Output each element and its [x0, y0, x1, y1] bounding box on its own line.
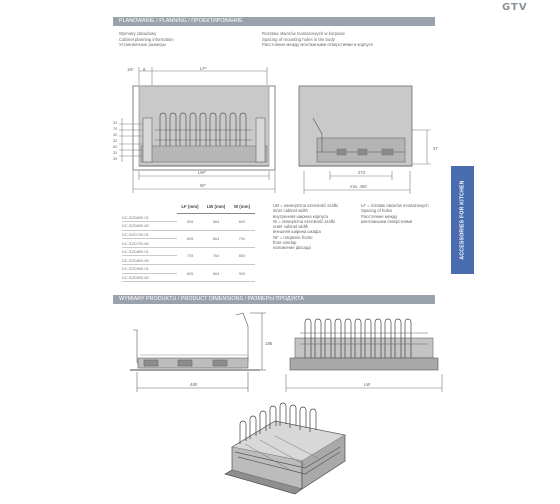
product-code: DC-SZD800-01 [122, 247, 177, 256]
w-value: 900 [229, 265, 255, 282]
dim-label: W* [200, 183, 206, 188]
w-value: 800 [229, 247, 255, 264]
product-code: DC-SZD700-01 [122, 230, 177, 239]
product-code: DC-SZD900-60 [122, 273, 177, 282]
legend-line: outer cabinet width [273, 224, 309, 230]
legend-line: монтажными отверстиями [361, 218, 413, 224]
dim-label: 37 [433, 146, 438, 151]
column-header: LF (mm) [177, 200, 203, 213]
legend-line: внешняя ширина шкафа [273, 229, 321, 235]
product-code: DC-SZD800-60 [122, 256, 177, 265]
column-header: W (mm) [229, 200, 255, 213]
legend-line: front overlap [273, 240, 297, 246]
dim-label: 32 [113, 151, 118, 155]
info-line: Расстояние между монтажными отверстиями в корпусе [262, 42, 374, 48]
dim-label: LW [364, 382, 371, 387]
dim-label: LW* [198, 170, 206, 175]
legend-line: LW = wewnętrzna szerokość szafki [273, 203, 338, 208]
dim-label: 32 [113, 121, 118, 125]
legend-line: inner cabinet width [273, 208, 308, 214]
dim-label: LF* [200, 66, 207, 71]
dim-label: 8 [143, 67, 146, 72]
info-line: Spacing of mounting holes in the body [262, 36, 335, 42]
lf-value: 605 [177, 230, 203, 247]
legend-line: внутренняя ширина корпуса [273, 213, 328, 219]
w-value: 700 [229, 230, 255, 247]
legend-line: LF = rozstaw otworów montażowych [361, 203, 429, 208]
product-code: DC-SZD900-01 [122, 265, 177, 274]
dim-label: 70 [113, 127, 118, 131]
dim-label: 480 [190, 382, 198, 387]
column-header: LW (mm) [203, 200, 229, 213]
info-line: Wymiary zabudowy [119, 31, 157, 36]
dim-label: min. 450 [350, 184, 367, 189]
product-code: DC-SZD700-60 [122, 239, 177, 248]
product-code: DC-SZD600-01 [122, 213, 177, 222]
lw-value: 564 [203, 213, 229, 230]
dim-label: 185 [265, 341, 273, 346]
dim-label: 32 [113, 139, 118, 143]
lf-value: 805 [177, 265, 203, 282]
dim-label: 16* [127, 67, 134, 72]
legend-line: наложение фасада [273, 245, 311, 251]
lw-value: 764 [203, 247, 229, 264]
lw-value: 864 [203, 265, 229, 282]
product-code: DC-SZD600-60 [122, 222, 177, 231]
brand-logo: GTV [502, 2, 528, 13]
info-line: Rozstaw otworów montażowych w korpusie [262, 31, 345, 36]
w-value: 600 [229, 213, 255, 230]
info-line: Cabinet planning information [119, 36, 174, 42]
dim-label: 62 [113, 145, 118, 149]
dim-label: 29 [113, 157, 118, 161]
lf-value: 705 [177, 247, 203, 264]
legend-line: W = zewnętrzna szerokość szafki [273, 218, 336, 224]
dim-label: 32 [113, 133, 118, 137]
side-tab-label: ACCESSORIES FOR KITCHEN [459, 180, 466, 260]
planning-section-banner: PLANOWANIE / PLANNING / ПРОЕКТИРОВАНИЕ [113, 17, 435, 26]
dim-label: 272 [358, 170, 366, 175]
product-dimensions-banner: WYMIARY PRODUKTU / PRODUCT DIMENSIONS / РАЗМЕРЫ ПРОДУКТА [113, 295, 435, 304]
legend-line: Расстояние между [361, 213, 398, 219]
lw-value: 664 [203, 230, 229, 247]
legend-line: Spacing of holes [361, 208, 392, 214]
info-line: Установочные размеры [119, 42, 166, 48]
legend-line: NF = rotojtenie frontu [273, 234, 313, 240]
lf-value: 505 [177, 213, 203, 230]
